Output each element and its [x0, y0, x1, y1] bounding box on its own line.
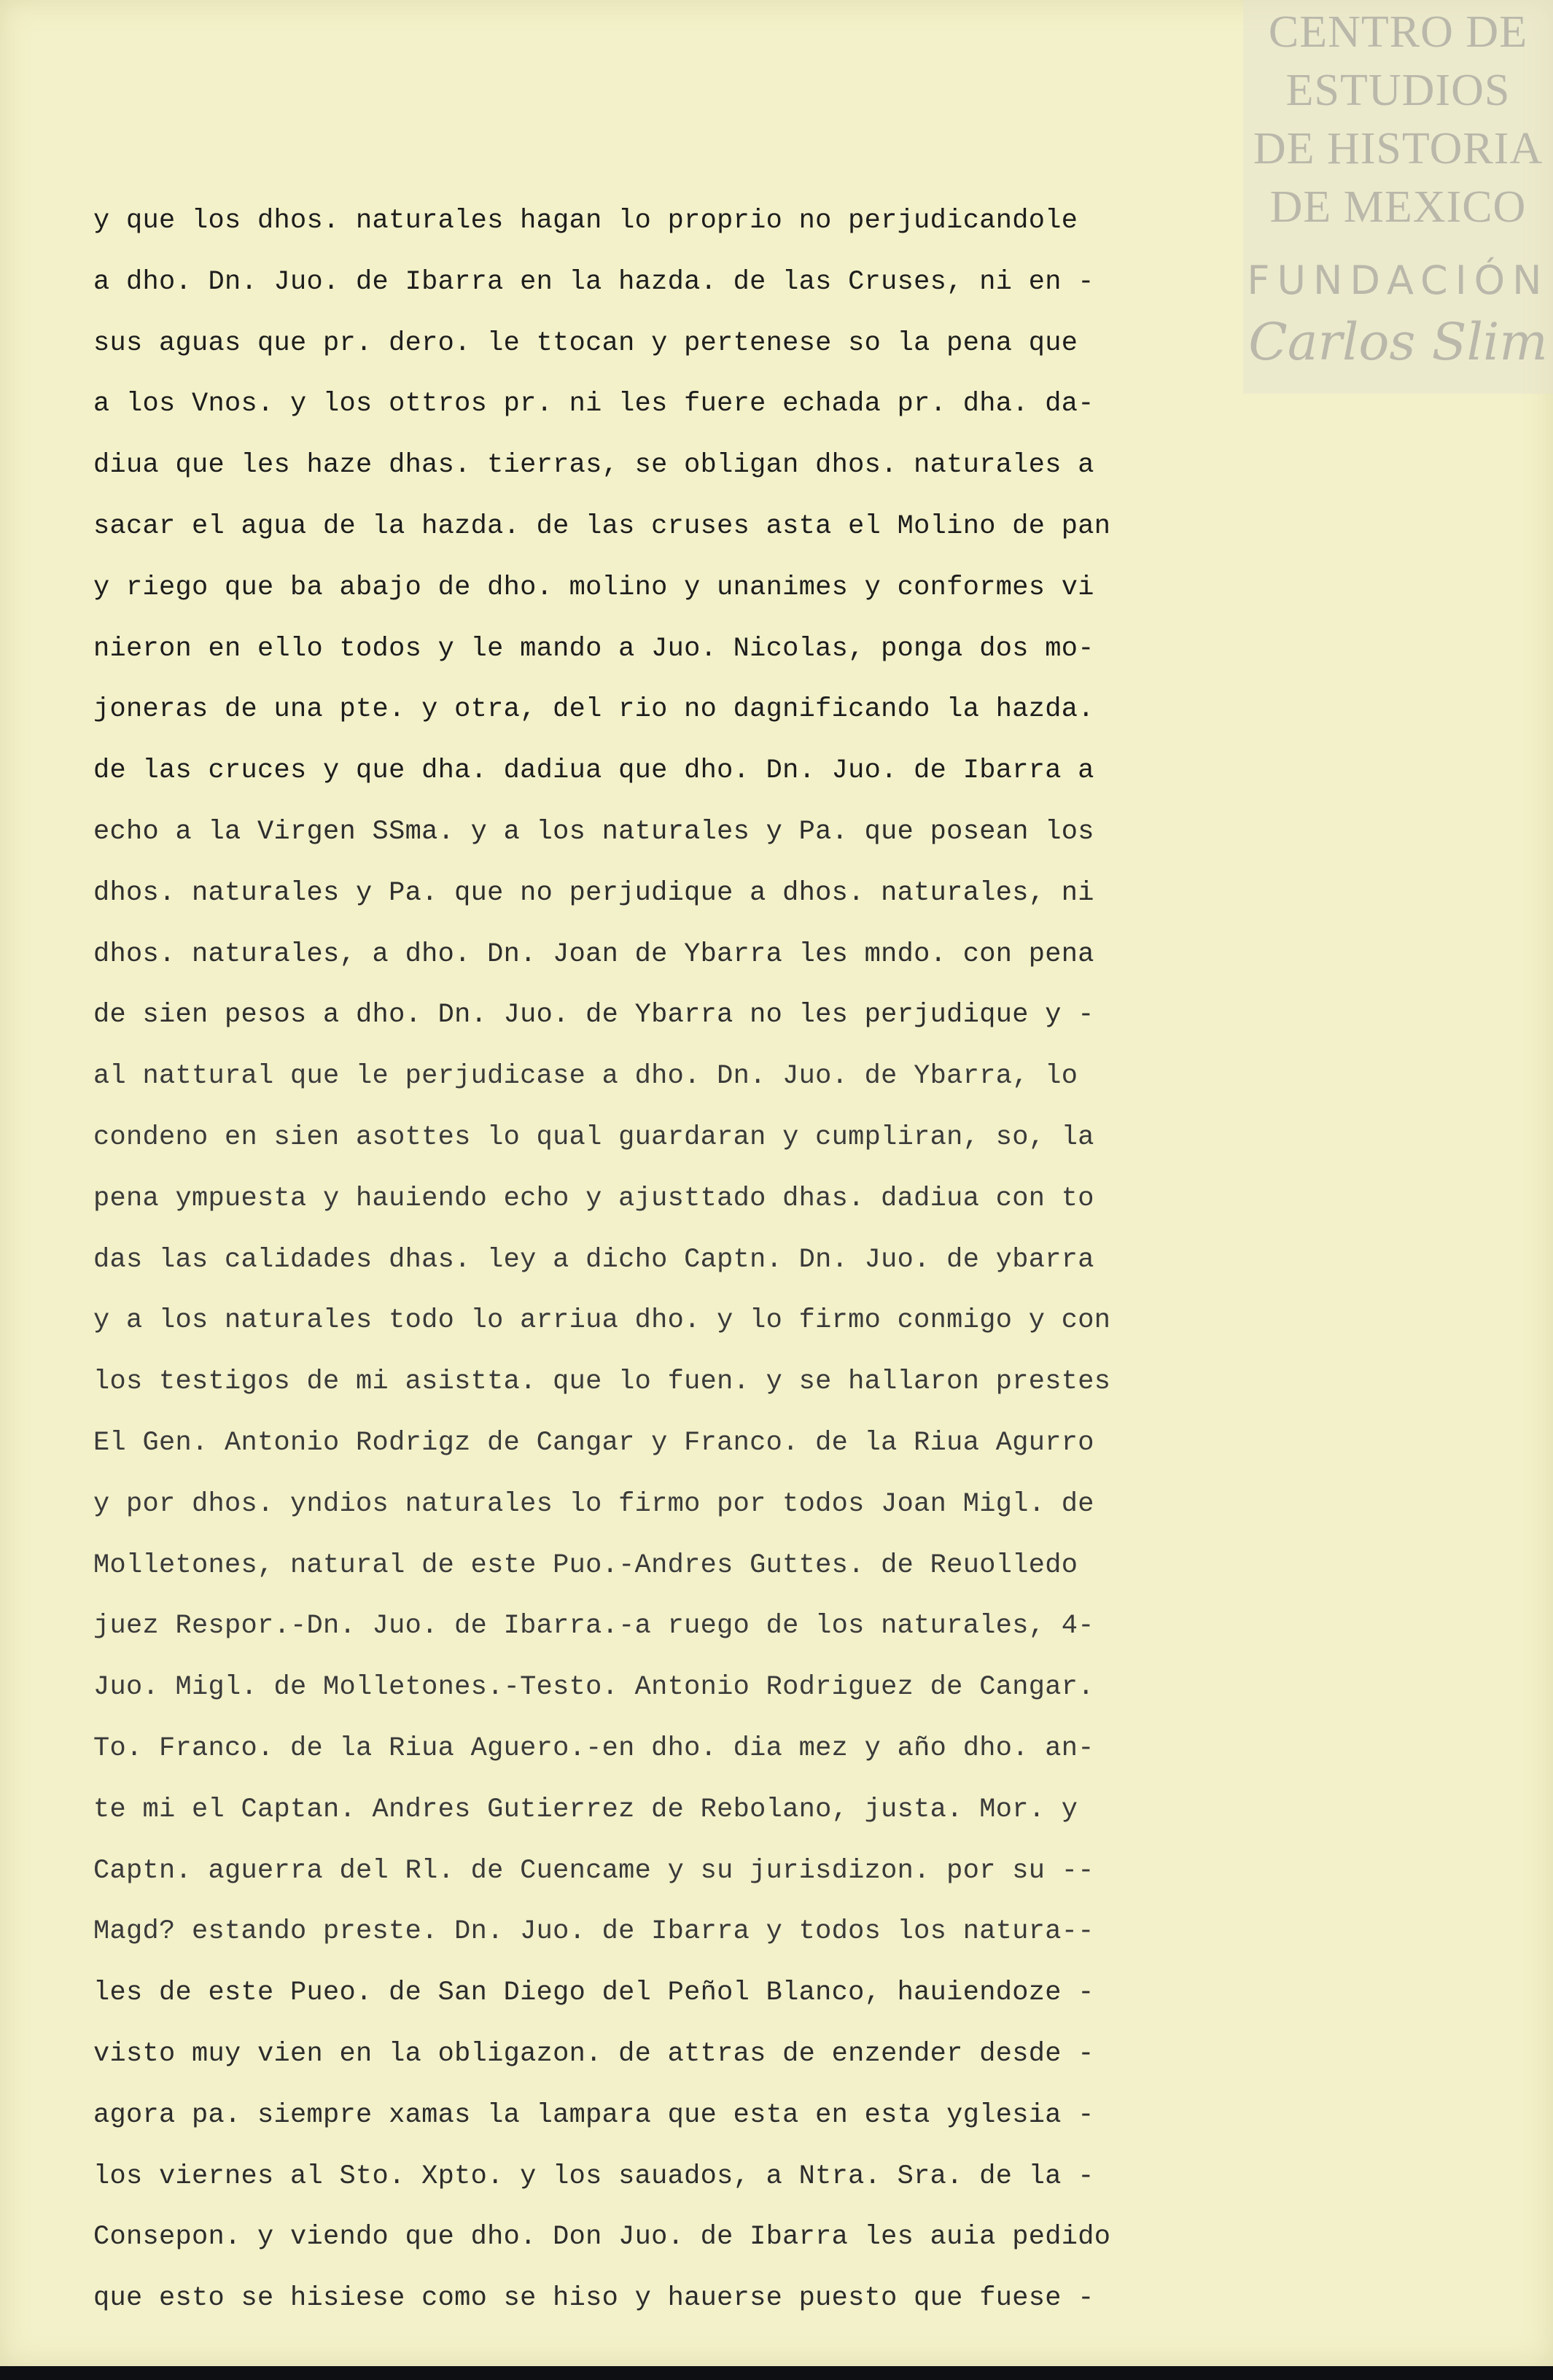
text-line: agora pa. siempre xamas la lampara que esta en esta yglesia - — [93, 2099, 1094, 2131]
watermark-signature: Carlos Slim — [1248, 312, 1548, 372]
text-line: te mi el Captan. Andres Gutierrez de Rebolano, justa. Mor. y — [93, 1794, 1078, 1825]
text-line: que esto se hisiese como se hiso y hauerse puesto que fuese - — [93, 2283, 1094, 2314]
text-line: diua que les haze dhas. tierras, se obligan dhos. naturales a — [93, 450, 1094, 481]
text-line: y por dhos. yndios naturales lo firmo por todos Joan Migl. de — [93, 1488, 1094, 1520]
text-line: El Gen. Antonio Rodrigz de Cangar y Franco. de la Riua Agurro — [93, 1427, 1094, 1458]
text-line: sus aguas que pr. dero. le ttocan y pertenese so la pena que — [93, 327, 1078, 359]
watermark-line: ESTUDIOS — [1285, 66, 1511, 115]
text-line: Consepon. y viendo que dho. Don Juo. de Ibarra les auia pedido — [93, 2222, 1111, 2253]
text-line: sacar el agua de la hazda. de las cruses asta el Molino de pan — [93, 510, 1111, 542]
text-line: y riego que ba abajo de dho. molino y unanimes y conformes vi — [93, 572, 1094, 603]
text-line: nieron en ello todos y le mando a Juo. Nicolas, ponga dos mo- — [93, 633, 1094, 664]
text-line: los viernes al Sto. Xpto. y los sauados, a Ntra. Sra. de la - — [93, 2161, 1094, 2192]
text-line: de sien pesos a dho. Dn. Juo. de Ybarra no les perjudique y - — [93, 1000, 1094, 1031]
text-line: al nattural que le perjudicase a dho. Dn. Juo. de Ybarra, lo — [93, 1061, 1078, 1092]
watermark-line: DE MEXICO — [1269, 182, 1527, 232]
archive-watermark — [1243, 0, 1553, 394]
text-line: echo a la Virgen SSma. y a los naturales y Pa. que posean los — [93, 816, 1094, 847]
text-line: y que los dhos. naturales hagan lo proprio no perjudicandole — [93, 206, 1078, 236]
typed-text-body — [93, 191, 1231, 2330]
watermark-line: DE HISTORIA — [1253, 124, 1544, 174]
text-line: Molletones, natural de este Puo.-Andres Guttes. de Reuolledo — [93, 1549, 1078, 1581]
text-line: a dho. Dn. Juo. de Ibarra en la hazda. de las Cruses, ni en - — [93, 266, 1094, 298]
text-line: dhos. naturales y Pa. que no perjudique a dhos. naturales, ni — [93, 877, 1094, 909]
text-line: les de este Pueo. de San Diego del Peñol Blanco, hauiendoze - — [93, 1978, 1094, 2009]
watermark-line: CENTRO DE — [1268, 7, 1528, 57]
text-line: a los Vnos. y los ottros pr. ni les fuere echada pr. dha. da- — [93, 389, 1094, 420]
text-line: los testigos de mi asistta. que lo fuen. y se hallaron prestes — [93, 1366, 1111, 1398]
text-line: das las calidades dhas. ley a dicho Captn. Dn. Juo. de ybarra — [93, 1244, 1094, 1275]
text-line: y a los naturales todo lo arriua dho. y lo firmo conmigo y con — [93, 1305, 1111, 1337]
text-line: pena ympuesta y hauiendo echo y ajusttado dhas. dadiua con to — [93, 1183, 1094, 1214]
text-line: juez Respor.-Dn. Juo. de Ibarra.-a ruego de los naturales, 4- — [93, 1611, 1094, 1642]
text-line: dhos. naturales, a dho. Dn. Joan de Ybarra les mndo. con pena — [93, 938, 1094, 970]
text-line: Magd? estando preste. Dn. Juo. de Ibarra y todos los natura-- — [93, 1916, 1094, 1948]
text-line: joneras de una pte. y otra, del rio no dagnificando la hazda. — [93, 694, 1094, 726]
text-line: visto muy vien en la obligazon. de attras de enzender desde - — [93, 2038, 1094, 2069]
text-line: Juo. Migl. de Molletones.-Testo. Antonio Rodriguez de Cangar. — [93, 1672, 1094, 1703]
text-line: de las cruces y que dha. dadiua que dho. Dn. Juo. de Ibarra a — [93, 755, 1094, 787]
text-line: condeno en sien asottes lo qual guardaran y cumpliran, so, la — [93, 1121, 1094, 1153]
watermark-foundation: FUNDACIÓN — [1247, 257, 1549, 303]
text-line: Captn. aguerra del Rl. de Cuencame y su jurisdizon. por su -- — [93, 1855, 1094, 1886]
text-line: To. Franco. de la Riua Aguero.-en dho. dia mez y año dho. an- — [93, 1732, 1094, 1764]
